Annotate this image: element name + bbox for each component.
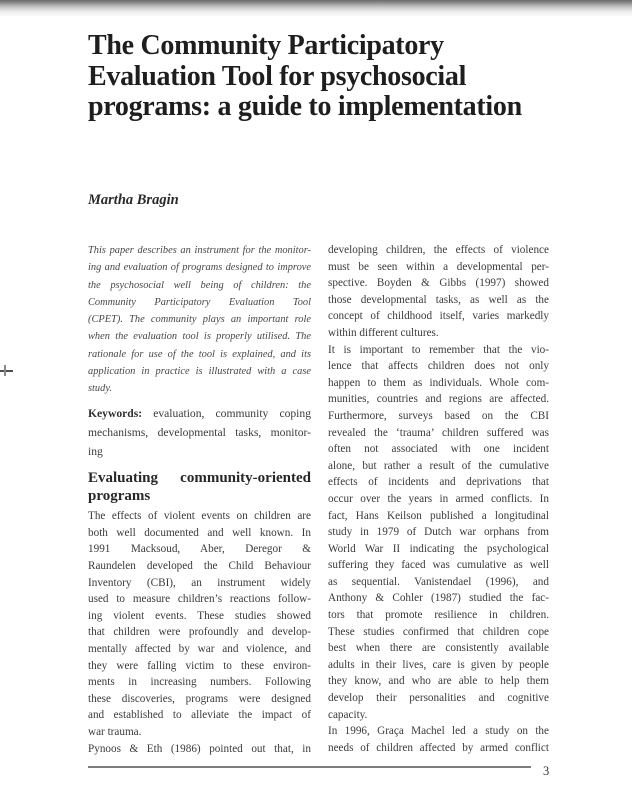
text-line: rationale for use of the tool is explained, and its [88, 348, 311, 360]
text-line: within different cultures. [328, 326, 439, 339]
text-line: as sequential. Vanistendael (1996), and [328, 575, 549, 588]
article-title [88, 31, 578, 123]
text-line: concept of childhood itself, varies markedly [328, 310, 549, 323]
registration-mark [0, 370, 13, 372]
text-line: often not associated with one incident [328, 443, 549, 456]
text-line: programs [88, 487, 151, 504]
text-line: when the evaluation tool is properly utilised. The [88, 331, 311, 343]
text-line: Furthermore, surveys based on the CBI [328, 409, 549, 422]
text-line: war trauma. [88, 726, 142, 738]
footer-rule [88, 766, 531, 768]
text-line: tors that promote resilience in children. [328, 609, 549, 622]
paragraph [328, 723, 549, 756]
text-line: mentally affected by war and violence, and [88, 643, 311, 656]
article-author: Martha Bragin [88, 192, 179, 208]
text-line: develop their personalities and cognitive [328, 692, 549, 705]
text-line: study. [88, 383, 112, 395]
section-heading [88, 470, 311, 505]
text-line: suffering they faced was cumulative as well [328, 559, 549, 572]
text-line: they know, and who are able to help them [328, 675, 549, 688]
keywords [88, 404, 311, 462]
text-line: application in practice is illustrated with a case [88, 366, 311, 378]
text-line: (CPET). The community plays an important role [88, 314, 311, 326]
text-line: fact, Hans Keilson published a longitudinal [328, 509, 549, 522]
text-line: needs of children affected by armed conflict [328, 741, 549, 754]
keywords-label: Keywords: [88, 406, 143, 420]
text-line: that children were profoundly and develop- [88, 626, 311, 639]
text-line: these discoveries, programs were designed [88, 692, 311, 705]
text-line: Inventory (CBI), an instrument widely [88, 576, 311, 589]
paragraph [88, 508, 311, 740]
text-line: happen to them as individuals. Whole com- [328, 376, 549, 389]
text-line: the psychosocial well being of children: the [88, 279, 311, 291]
text-line: developing children, the effects of violence [328, 244, 549, 256]
text-line: occur over the years in armed conflicts. In [328, 492, 549, 505]
text-line: lence that affects children does not only [328, 360, 549, 373]
text-line: In 1996, Graça Machel led a study on the [328, 725, 549, 738]
text-line: Keywords: evaluation, community coping [88, 406, 311, 420]
text-line: 1991 Macksoud, Aber, Deregor & [88, 543, 311, 556]
text-line: effects of incidents and deprivations that [328, 476, 549, 489]
text-line: This paper describes an instrument for the monitor- [88, 245, 311, 256]
text-line: Raundelen developed the Child Behaviour [88, 560, 311, 573]
text-line: alone, but rather a result of the cumulative [328, 459, 549, 472]
text-line: Pynoos & Eth (1986) pointed out that, in [88, 742, 311, 755]
text-line: adults in their lives, care is given by people [328, 658, 549, 671]
text-line: revealed the ‘trauma’ children suffered was [328, 426, 549, 439]
text-line: The effects of violent events on children are [88, 510, 311, 523]
text-line: capacity. [328, 708, 368, 721]
page-number: 3 [543, 764, 550, 778]
text-line: must be seen within a developmental per- [328, 260, 549, 273]
text-line: and established to alleviate the impact of [88, 709, 311, 722]
text-line: they were falling victim to these environ- [88, 659, 311, 672]
left-column [88, 242, 311, 757]
text-line: those developmental tasks, as well as the [328, 293, 549, 306]
article-title-line: programs: a guide to implementation [88, 91, 522, 122]
text-line: munities, countries and regions are affected. [328, 393, 549, 406]
text-line: These studies confirmed that children cope [328, 625, 549, 638]
two-column-body [88, 242, 549, 757]
paragraph [328, 342, 549, 724]
paragraph [88, 741, 311, 758]
text-line: World War II indicating the psychological [328, 542, 549, 555]
text-line: ing violent events. These studies showed [88, 609, 311, 622]
text-line: Anthony & Cohler (1987) studied the fac- [328, 592, 549, 605]
right-column [328, 242, 549, 757]
text-line: ing and evaluation of programs designed to improve [88, 262, 311, 274]
article-title-line: The Community Participatory [88, 30, 444, 61]
text-line: spective. Boyden & Gibbs (1997) showed [328, 277, 549, 290]
text-line: study in 1979 of Dutch war orphans from [328, 526, 549, 539]
registration-mark-tick [4, 365, 6, 376]
paragraph [328, 242, 549, 342]
text-line: ing [88, 445, 103, 459]
abstract [88, 242, 311, 398]
text-line: both well documented and well known. In [88, 526, 311, 539]
text-line: ments in increasing numbers. Following [88, 676, 311, 689]
text-line: mechanisms, developmental tasks, monitor- [88, 425, 311, 439]
article-title-line: Evaluation Tool for psychosocial [88, 60, 467, 92]
text-line: Evaluating community-oriented [88, 470, 311, 487]
text-line: used to measure children’s reactions follow- [88, 593, 311, 606]
text-line: best when there are consistently available [328, 642, 549, 655]
text-line: Community Participatory Evaluation Tool [88, 296, 311, 308]
page-top-edge-shadow [0, 0, 632, 17]
text-line: It is important to remember that the vio- [328, 343, 549, 356]
